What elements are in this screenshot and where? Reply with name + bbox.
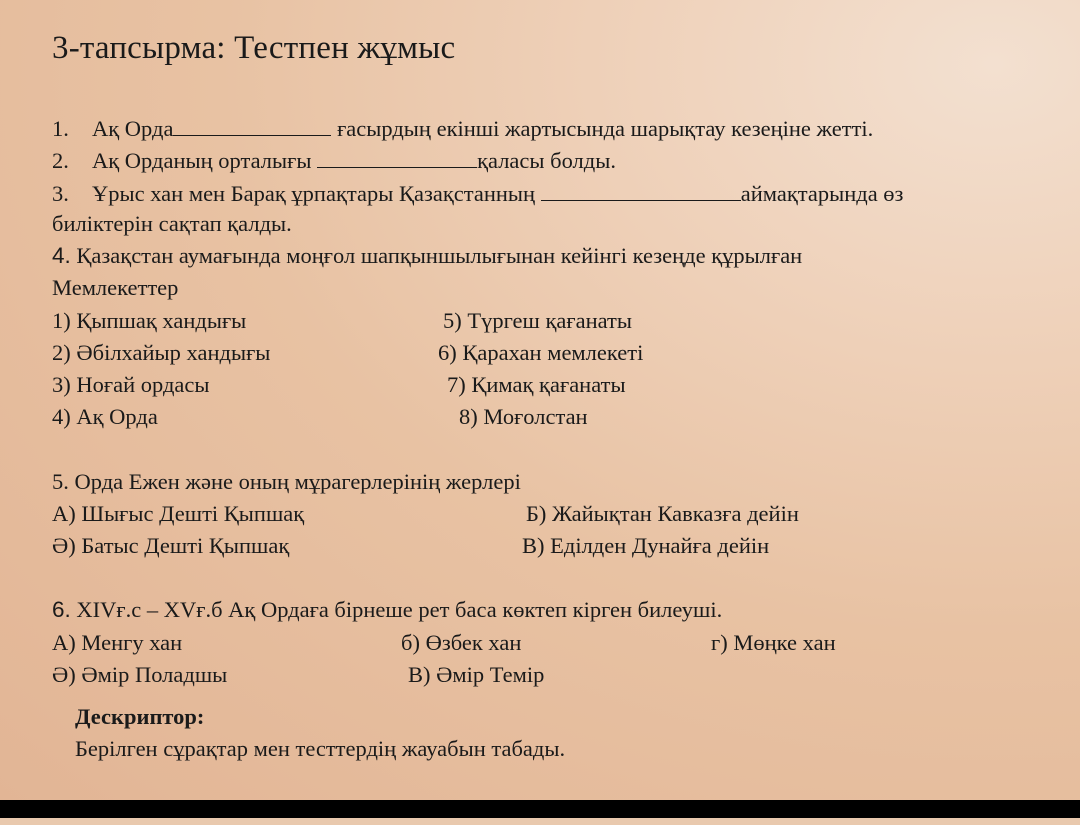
option-6[interactable]: 6) Қарахан мемлекеті: [438, 340, 644, 365]
option-v[interactable]: В) Еділден Дунайға дейін: [522, 533, 770, 558]
question-1: [52, 115, 873, 142]
option-b[interactable]: б) Өзбек хан: [401, 630, 522, 655]
question-text-after: қаласы болды.: [477, 148, 616, 173]
question-number: 6.: [52, 597, 71, 622]
option-5[interactable]: 5) Түргеш қағанаты: [443, 308, 633, 333]
option-7[interactable]: 7) Қимақ қағанаты: [447, 372, 626, 397]
descriptor-label: Дескриптор:: [75, 704, 205, 729]
question-4-text-continued: Мемлекеттер: [52, 275, 179, 300]
question-4: [52, 243, 802, 269]
question-number: 3.: [52, 181, 69, 206]
option-a[interactable]: А) Шығыс Дешті Қыпшақ: [52, 501, 305, 526]
question-3: [52, 180, 903, 207]
answer-blank[interactable]: [317, 147, 477, 168]
question-text-after: ғасырдың екінші жартысында шарықтау кезеңіне жетті.: [331, 116, 874, 141]
option-4[interactable]: 4) Ақ Орда: [52, 404, 158, 429]
descriptor-text: Берілген сұрақтар мен тесттердің жауабын табады.: [75, 736, 566, 761]
answer-blank[interactable]: [173, 115, 331, 136]
option-ae[interactable]: Ә) Әмір Поладшы: [52, 662, 228, 687]
question-text-before: Ұрыс хан мен Барақ ұрпақтары Қазақстанның: [92, 181, 541, 206]
option-a[interactable]: А) Менгу хан: [52, 630, 183, 655]
question-number: 1.: [52, 116, 69, 141]
question-number: 4.: [52, 243, 71, 268]
question-6: [52, 597, 722, 623]
answer-blank[interactable]: [541, 180, 741, 201]
question-5: 5. Орда Ежен және оның мұрагерлерінің жерлері: [52, 469, 521, 494]
option-b[interactable]: Б) Жайықтан Кавказға дейін: [526, 501, 799, 526]
question-text-before: Ақ Орданың орталығы: [92, 148, 318, 173]
option-2[interactable]: 2) Әбілхайыр хандығы: [52, 340, 271, 365]
question-text-after: аймақтарында өз: [740, 181, 904, 206]
option-ae[interactable]: Ә) Батыс Дешті Қыпшақ: [52, 533, 290, 558]
option-8[interactable]: 8) Моғолстан: [459, 404, 588, 429]
question-2: [52, 147, 616, 174]
option-v[interactable]: В) Әмір Темір: [408, 662, 545, 687]
option-3[interactable]: 3) Ноғай ордасы: [52, 372, 210, 397]
next-slide-edge: [0, 818, 1080, 825]
page-title: 3-тапсырма: Тестпен жұмыс: [52, 30, 456, 66]
question-3-continuation: биліктерін сақтап қалды.: [52, 211, 292, 236]
question-text-before: Ақ Орда: [92, 116, 174, 141]
option-g[interactable]: г) Мөңке хан: [711, 630, 836, 655]
question-number: 2.: [52, 148, 69, 173]
question-text: Қазақстан аумағында моңғол шапқыншылығынан кейінгі кезеңде құрылған: [70, 243, 803, 268]
option-1[interactable]: 1) Қыпшақ хандығы: [52, 308, 247, 333]
question-text: XIVғ.с – XVғ.б Ақ Ордаға бірнеше рет баса көктеп кірген билеуші.: [70, 597, 723, 622]
